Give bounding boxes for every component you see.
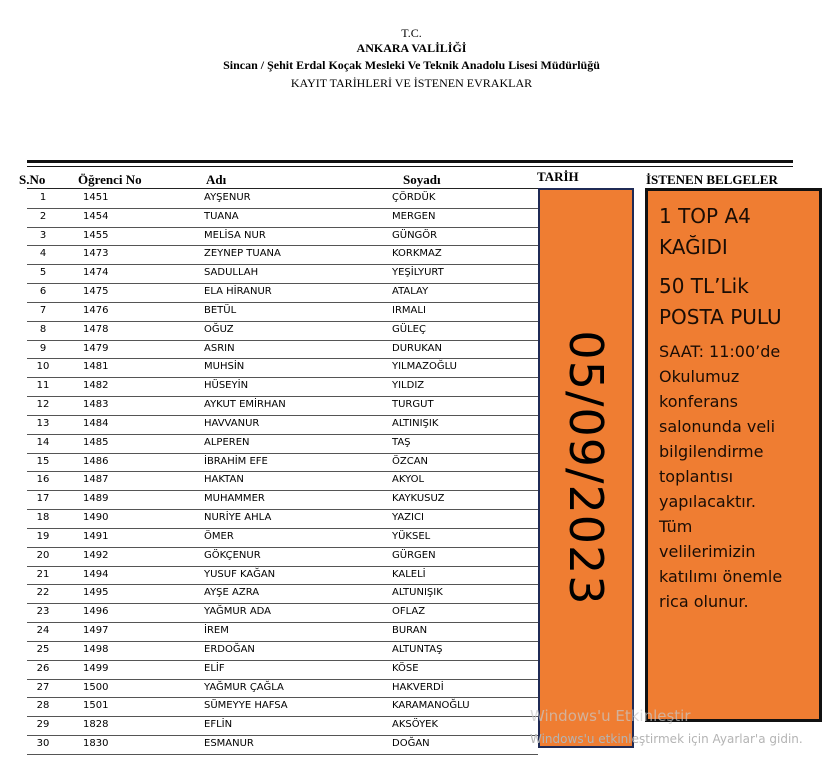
row-surname: GÜLEÇ — [392, 323, 426, 335]
row-name: GÖKÇENUR — [204, 549, 261, 561]
meeting-note-line: katılımı önemle — [659, 567, 783, 586]
header-school: Sincan / Şehit Erdal Koçak Mesleki Ve Teknik Anadolu Lisesi Müdürlüğü — [223, 58, 600, 72]
row-name: İREM — [204, 625, 229, 637]
row-surname: GÜRGEN — [392, 549, 436, 561]
row-sno: 23 — [36, 606, 50, 618]
row-surname: KARAMANOĞLU — [392, 700, 470, 712]
row-name: ELİF — [204, 662, 225, 674]
meeting-note-line: SAAT: 11:00’de — [659, 342, 781, 361]
row-sno: 5 — [39, 267, 47, 279]
row-name: YAĞMUR ÇAĞLA — [204, 681, 284, 693]
table-row — [27, 227, 538, 247]
row-sno: 15 — [36, 455, 50, 467]
table-row — [27, 208, 538, 228]
row-name: ERDOĞAN — [204, 643, 255, 655]
table-row — [27, 283, 538, 303]
row-sno: 9 — [39, 342, 47, 354]
row-name: AYKUT EMİRHAN — [204, 399, 286, 411]
meeting-note-line: toplantısı — [659, 467, 734, 486]
row-sno: 11 — [36, 380, 50, 392]
table-row — [27, 622, 538, 642]
col-sno: S.No — [19, 172, 46, 187]
row-name: MUHSİN — [204, 361, 245, 373]
table-row — [27, 434, 538, 454]
header-tc: T.C. — [401, 26, 422, 40]
row-sno: 3 — [39, 229, 47, 241]
row-sno: 1 — [39, 192, 47, 203]
row-surname: BURAN — [392, 625, 428, 637]
row-sno: 19 — [36, 530, 50, 542]
row-sno: 29 — [36, 719, 50, 731]
row-student-no: 1476 — [83, 304, 109, 316]
row-sno: 20 — [36, 549, 50, 561]
row-sno: 25 — [36, 643, 50, 655]
date-box — [538, 188, 634, 748]
table-row — [27, 566, 538, 586]
row-student-no: 1490 — [83, 512, 109, 524]
table-row — [27, 377, 538, 397]
col-student-no: Öğrenci No — [78, 172, 142, 187]
row-surname: KORKMAZ — [392, 248, 442, 260]
row-sno: 17 — [36, 493, 50, 505]
row-surname: ALTINIŞIK — [392, 417, 439, 429]
header-title: KAYIT TARİHLERİ VE İSTENEN EVRAKLAR — [290, 76, 533, 90]
row-surname: TAŞ — [392, 436, 411, 448]
row-sno: 30 — [36, 738, 50, 750]
row-student-no: 1482 — [83, 380, 109, 392]
row-sno: 10 — [36, 361, 50, 373]
row-name: HAVVANUR — [204, 417, 260, 429]
row-student-no: 1486 — [83, 455, 109, 467]
row-name: BETÜL — [204, 304, 237, 316]
row-name: İBRAHİM EFE — [204, 455, 268, 467]
row-surname: AKYOL — [392, 474, 425, 486]
row-student-no: 1475 — [83, 286, 109, 298]
table-row — [27, 509, 538, 529]
row-student-no: 1454 — [83, 210, 109, 222]
row-surname: ALTUNTAŞ — [392, 643, 443, 655]
row-student-no: 1484 — [83, 417, 109, 429]
row-sno: 27 — [36, 681, 50, 693]
row-surname: YÜKSEL — [392, 530, 431, 542]
row-surname: YILMAZOĞLU — [392, 361, 457, 373]
row-surname: KAYKUSUZ — [392, 493, 445, 505]
row-student-no: 1483 — [83, 399, 109, 411]
row-sno: 18 — [36, 512, 50, 524]
row-student-no: 1495 — [83, 587, 109, 599]
meeting-note-line: salonunda veli — [659, 417, 776, 436]
row-student-no: 1451 — [83, 192, 109, 203]
row-student-no: 1487 — [83, 474, 109, 486]
row-surname: TURGUT — [392, 399, 434, 411]
row-sno: 22 — [36, 587, 50, 599]
row-name: TUANA — [204, 210, 239, 222]
row-student-no: 1474 — [83, 267, 109, 279]
row-student-no: 1828 — [83, 719, 109, 731]
row-name: ESMANUR — [204, 738, 254, 750]
row-student-no: 1489 — [83, 493, 109, 505]
row-sno: 6 — [39, 286, 47, 298]
row-surname: ÇÖRDÜK — [392, 192, 436, 203]
row-student-no: 1830 — [83, 738, 109, 750]
row-name: AYŞENUR — [204, 192, 251, 203]
activation-watermark-title: Windows'u Etkinleştir — [530, 707, 691, 725]
row-name: ELA HİRANUR — [204, 286, 272, 298]
row-student-no: 1499 — [83, 662, 109, 674]
row-name: OĞUZ — [204, 323, 234, 335]
table-row — [27, 415, 538, 435]
table-row — [27, 340, 538, 360]
row-surname: YILDIZ — [392, 380, 425, 392]
row-surname: DURUKAN — [392, 342, 442, 354]
row-student-no: 1485 — [83, 436, 109, 448]
row-name: SADULLAH — [204, 267, 259, 279]
row-name: MELİSA NUR — [204, 229, 266, 241]
doc-item-paper-1: 1 TOP A4 — [659, 204, 751, 228]
row-surname: KÖSE — [392, 662, 419, 674]
row-sno: 21 — [36, 568, 50, 580]
table-row — [27, 603, 538, 623]
row-student-no: 1492 — [83, 549, 109, 561]
row-sno: 24 — [36, 625, 50, 637]
table-row — [27, 641, 538, 661]
row-surname: ATALAY — [392, 286, 429, 298]
row-name: ZEYNEP TUANA — [204, 248, 281, 260]
row-sno: 26 — [36, 662, 50, 674]
col-surname: Soyadı — [403, 172, 441, 187]
meeting-note-line: konferans — [659, 392, 738, 411]
table-row — [27, 302, 538, 322]
row-sno: 28 — [36, 700, 50, 712]
row-name: NURİYE AHLA — [204, 512, 272, 524]
row-surname: IRMALI — [392, 304, 426, 316]
col-date: TARİH — [537, 169, 579, 184]
top-rule — [27, 160, 793, 163]
row-student-no: 1491 — [83, 530, 109, 542]
table-row — [27, 716, 538, 736]
row-name: EFLİN — [204, 719, 233, 731]
row-student-no: 1481 — [83, 361, 109, 373]
row-student-no: 1501 — [83, 700, 109, 712]
row-sno: 7 — [39, 304, 47, 316]
meeting-note-line: Okulumuz — [659, 367, 740, 386]
row-student-no: 1497 — [83, 625, 109, 637]
row-surname: OFLAZ — [392, 606, 426, 618]
row-name: SÜMEYYE HAFSA — [204, 700, 288, 712]
row-name: MUHAMMER — [204, 493, 265, 505]
row-name: HÜSEYİN — [204, 380, 249, 392]
table-row — [27, 528, 538, 548]
registration-date: 05/09/2023 — [559, 330, 613, 606]
row-sno: 13 — [36, 417, 50, 429]
row-surname: AKSÖYEK — [392, 719, 439, 731]
table-row — [27, 189, 538, 209]
table-row — [27, 679, 538, 699]
row-name: HAKTAN — [204, 474, 244, 486]
row-student-no: 1500 — [83, 681, 109, 693]
row-student-no: 1498 — [83, 643, 109, 655]
row-sno: 2 — [39, 210, 47, 222]
row-name: ALPEREN — [204, 436, 250, 448]
table-row — [27, 584, 538, 604]
meeting-note-line: Tüm — [659, 517, 693, 536]
meeting-note — [659, 339, 813, 614]
doc-item-paper-2: KAĞIDI — [659, 235, 728, 259]
row-sno: 16 — [36, 474, 50, 486]
table-row — [27, 396, 538, 416]
row-sno: 14 — [36, 436, 50, 448]
doc-item-stamp-2: POSTA PULU — [659, 305, 782, 329]
row-surname: KALELİ — [392, 568, 426, 580]
meeting-note-line: bilgilendirme — [659, 442, 764, 461]
table-row — [27, 453, 538, 473]
row-sno: 8 — [39, 323, 47, 335]
table-row — [27, 358, 538, 378]
activation-watermark-subtitle: Windows'u etkinleştirmek için Ayarlar'a gidin. — [530, 732, 803, 746]
row-surname: YAZICI — [392, 512, 424, 524]
meeting-note-line: velilerimizin — [659, 542, 756, 561]
meeting-note-line: yapılacaktır. — [659, 492, 756, 511]
row-student-no: 1473 — [83, 248, 109, 260]
row-name: ÖMER — [204, 530, 234, 542]
top-rule-thin — [27, 166, 793, 167]
row-student-no: 1455 — [83, 229, 109, 241]
row-name: YUSUF KAĞAN — [204, 568, 276, 580]
row-surname: YEŞİLYURT — [392, 267, 444, 279]
row-surname: ÖZCAN — [392, 455, 429, 467]
row-student-no: 1479 — [83, 342, 109, 354]
row-surname: DOĞAN — [392, 738, 430, 750]
meeting-note-line: rica olunur. — [659, 592, 749, 611]
table-row — [27, 735, 538, 755]
table-row — [27, 321, 538, 341]
row-name: ASRIN — [204, 342, 235, 354]
header-governorship: ANKARA VALİLİĞİ — [356, 41, 467, 55]
table-row — [27, 490, 538, 510]
row-sno: 12 — [36, 399, 50, 411]
table-row — [27, 547, 538, 567]
row-sno: 4 — [39, 248, 47, 260]
row-student-no: 1494 — [83, 568, 109, 580]
row-surname: HAKVERDİ — [392, 681, 444, 693]
row-name: AYŞE AZRA — [204, 587, 260, 599]
table-row — [27, 245, 538, 265]
col-name: Adı — [206, 172, 227, 187]
row-name: YAĞMUR ADA — [204, 606, 272, 618]
doc-item-stamp-1: 50 TL’Lik — [659, 274, 749, 298]
row-surname: ALTUNIŞIK — [392, 587, 443, 599]
table-row — [27, 697, 538, 717]
row-surname: GÜNGÖR — [392, 229, 438, 241]
table-row — [27, 660, 538, 680]
col-documents: İSTENEN BELGELER — [646, 172, 778, 187]
table-row — [27, 264, 538, 284]
row-surname: MERGEN — [392, 210, 436, 222]
documents-box — [645, 188, 822, 722]
row-student-no: 1478 — [83, 323, 109, 335]
row-student-no: 1496 — [83, 606, 109, 618]
table-row — [27, 471, 538, 491]
